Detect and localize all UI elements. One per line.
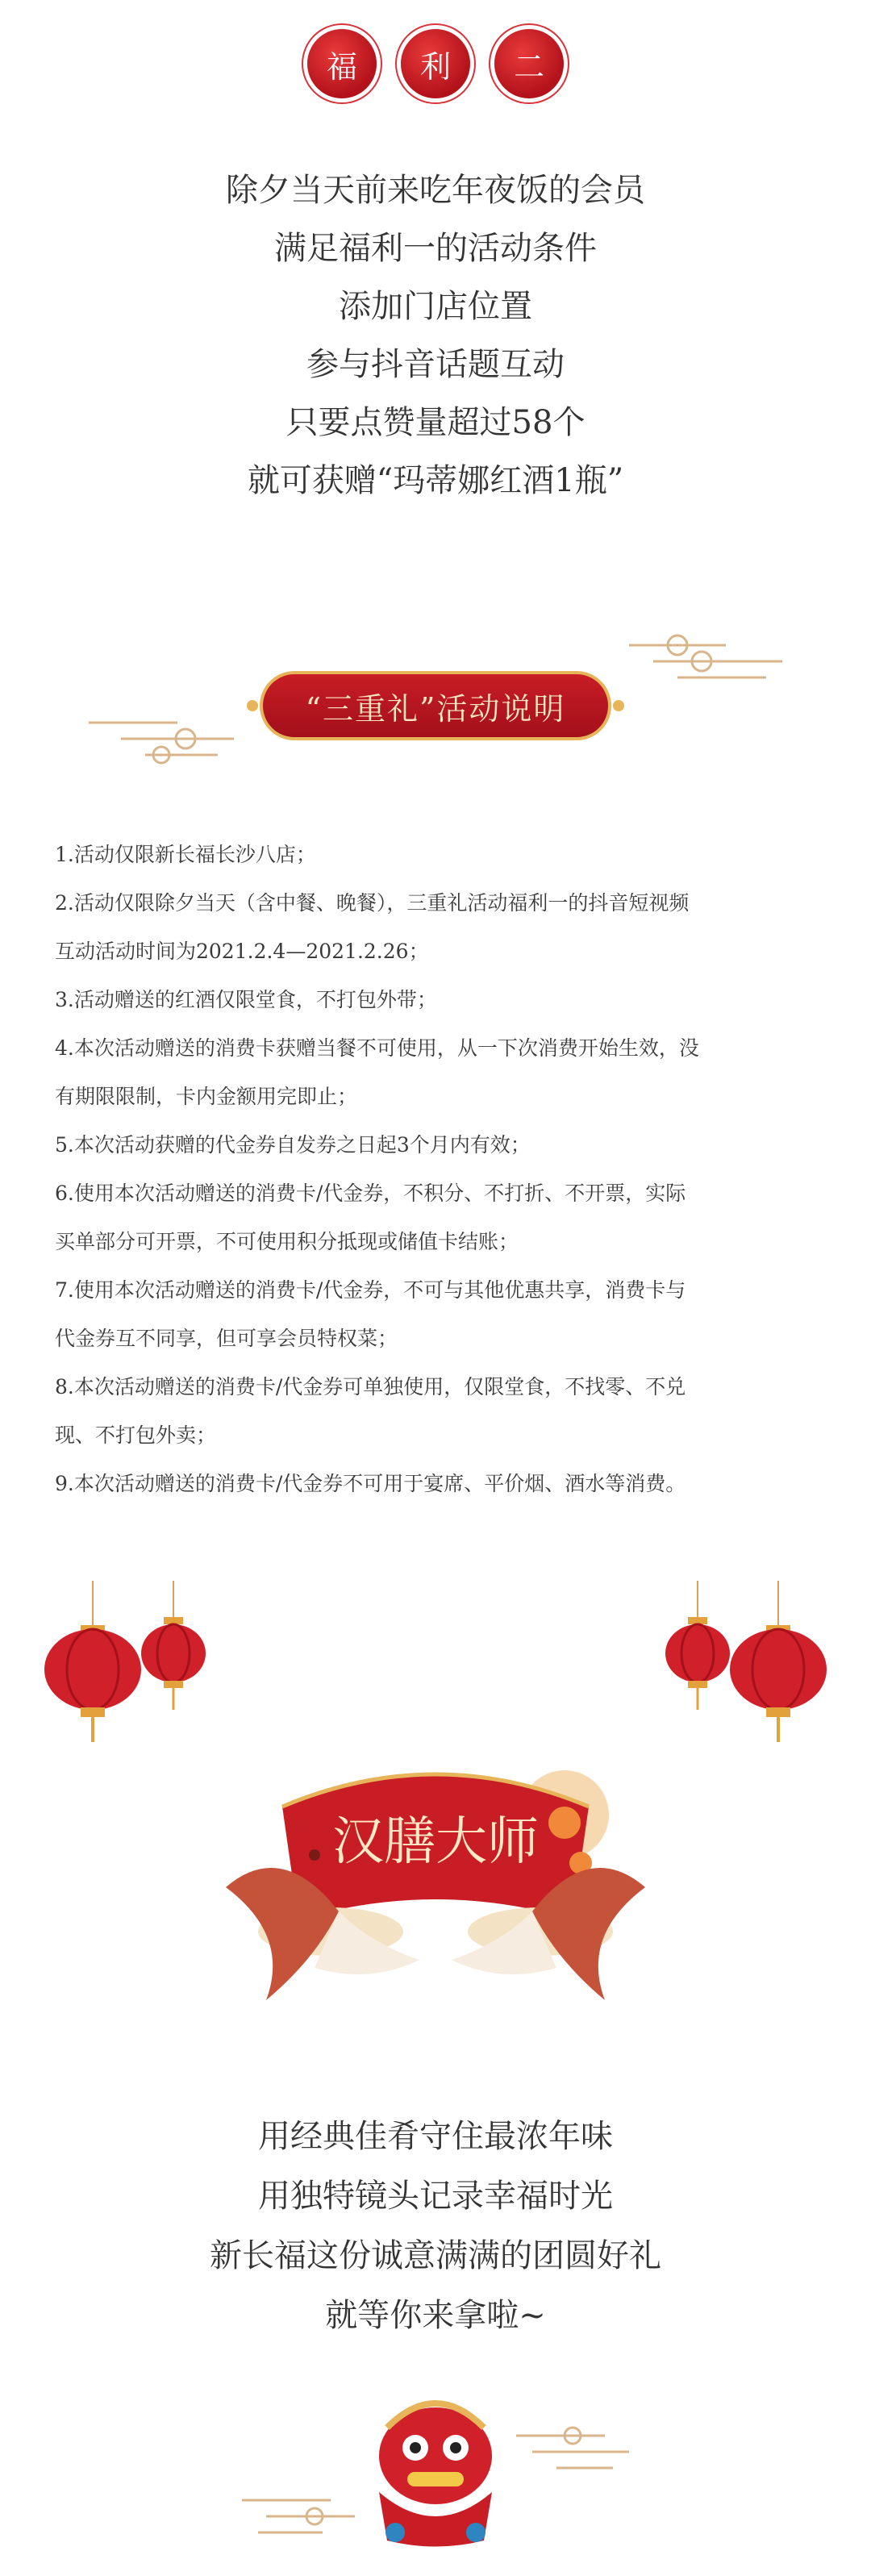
rule-line: 互动活动时间为2021.2.4—2021.2.26； xyxy=(55,940,429,963)
lantern-right-icon xyxy=(645,1581,839,1766)
cloud-line-icon xyxy=(629,629,790,694)
rule-line: 3.活动赠送的红酒仅限堂食，不打包外带； xyxy=(55,988,437,1011)
lion-dance-icon xyxy=(355,2379,516,2557)
activity-banner xyxy=(260,671,611,740)
rule-line: 8.本次活动赠送的消费卡/代金券可单独使用，仅限堂食，不找零、不兑 xyxy=(55,1375,686,1398)
banner-title: “三重礼”活动说明 xyxy=(305,690,566,727)
outro-line: 就等你来拿啦~ xyxy=(325,2297,546,2334)
cloud-line-icon xyxy=(242,2484,363,2541)
outro-line: 新长福这份诚意满满的团圆好礼 xyxy=(210,2237,661,2274)
welfare-title xyxy=(0,29,871,102)
rule-line: 买单部分可开票，不可使用积分抵现或储值卡结账； xyxy=(55,1230,519,1253)
outro-line: 用经典佳肴守住最浓年味 xyxy=(258,2118,613,2155)
intro-line: 就可获赠“玛蒂娜红酒1瓶” xyxy=(247,462,624,499)
welfare-seal-2: 利 xyxy=(401,29,470,98)
rules-list xyxy=(55,831,818,1508)
outro-text xyxy=(0,2107,871,2345)
welfare-seal-3: 二 xyxy=(494,29,564,98)
cloud-line-icon xyxy=(516,2420,637,2476)
intro-line: 添加门店位置 xyxy=(339,288,532,325)
rule-line: 有期限限制，卡内金额用完即止； xyxy=(55,1085,358,1108)
rule-line: 6.使用本次活动赠送的消费卡/代金券，不积分、不打折、不开票，实际 xyxy=(55,1182,686,1205)
intro-line: 只要点赞量超过58个 xyxy=(285,404,586,441)
rule-line: 5.本次活动获赠的代金券自发券之日起3个月内有效； xyxy=(55,1133,531,1157)
rule-line: 2.活动仅限除夕当天（含中餐、晚餐），三重礼活动福利一的抖音短视频 xyxy=(55,891,690,915)
rule-line: 1.活动仅限新长福长沙八店； xyxy=(55,843,316,866)
intro-line: 除夕当天前来吃年夜饭的会员 xyxy=(226,172,645,209)
intro-text xyxy=(0,161,871,510)
rule-line: 4.本次活动赠送的消费卡获赠当餐不可使用，从一下次消费开始生效，没 xyxy=(55,1036,699,1060)
hanshan-logo-illustration xyxy=(218,1758,653,2032)
rule-line: 7.使用本次活动赠送的消费卡/代金券，不可与其他优惠共享，消费卡与 xyxy=(55,1278,686,1302)
intro-line: 满足福利一的活动条件 xyxy=(274,230,597,267)
rule-line: 9.本次活动赠送的消费卡/代金券不可用于宴席、平价烟、酒水等消费。 xyxy=(55,1472,686,1495)
cloud-line-icon xyxy=(89,710,242,774)
intro-line: 参与抖音话题互动 xyxy=(306,346,565,383)
rule-line: 现、不打包外卖； xyxy=(55,1423,217,1447)
lantern-left-icon xyxy=(32,1581,226,1766)
outro-line: 用独特镜头记录幸福时光 xyxy=(258,2178,613,2215)
rule-line: 代金券互不同享，但可享会员特权菜； xyxy=(55,1327,398,1350)
logo-text: 汉膳大师 xyxy=(332,1812,539,1872)
welfare-seal-1: 福 xyxy=(307,29,377,98)
